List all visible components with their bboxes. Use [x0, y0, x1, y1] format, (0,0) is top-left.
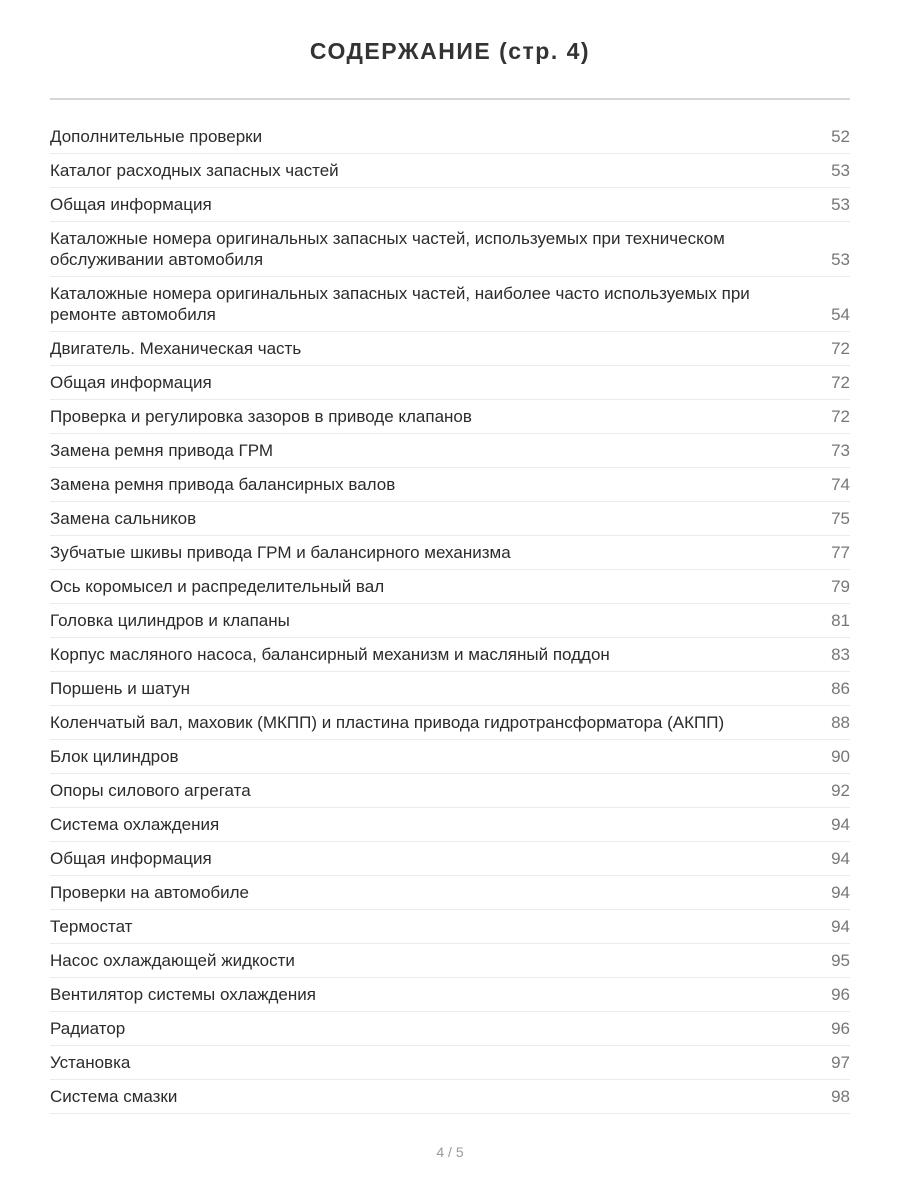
toc-entry-page: 95 [831, 951, 850, 970]
toc-entry-title: Общая информация [50, 373, 212, 392]
toc-entry[interactable] [50, 434, 850, 468]
toc-entry[interactable] [50, 1012, 850, 1046]
toc-entry[interactable] [50, 400, 850, 434]
toc-entry-page: 96 [831, 985, 850, 1004]
toc-entry-page: 98 [831, 1087, 850, 1106]
toc-entry[interactable] [50, 910, 850, 944]
toc-entry[interactable] [50, 570, 850, 604]
toc-entry-page: 72 [831, 373, 850, 392]
toc-entry[interactable] [50, 188, 850, 222]
toc-entry-title: Насос охлаждающей жидкости [50, 951, 295, 970]
toc-entry-page: 96 [831, 1019, 850, 1038]
toc-entry-title: Головка цилиндров и клапаны [50, 611, 290, 630]
toc-entry-title: Блок цилиндров [50, 747, 179, 766]
toc-entry-page: 72 [831, 407, 850, 426]
toc-entry[interactable] [50, 468, 850, 502]
toc-entry-page: 97 [831, 1053, 850, 1072]
toc-entry-title: Общая информация [50, 849, 212, 868]
toc-entry-title: Корпус масляного насоса, балансирный механизм и масляный поддон [50, 645, 610, 664]
toc-entry-title: Каталожные номера оригинальных запасных частей, наиболее часто используемых при ремонте автомобиля [50, 284, 750, 324]
toc-entry-title: Вентилятор системы охлаждения [50, 985, 316, 1004]
toc-entry[interactable] [50, 808, 850, 842]
toc-entry-page: 52 [831, 127, 850, 146]
toc-entry-page: 74 [831, 475, 850, 494]
toc-entry-page: 77 [831, 543, 850, 562]
toc-entry-title: Замена сальников [50, 509, 197, 528]
toc-entry[interactable] [50, 672, 850, 706]
toc-entry[interactable] [50, 706, 850, 740]
toc-entry[interactable] [50, 120, 850, 154]
toc-entry-page: 72 [831, 339, 850, 358]
toc-entry-page: 94 [831, 917, 850, 936]
toc-entry[interactable] [50, 332, 850, 366]
toc-entry[interactable] [50, 1080, 850, 1114]
toc-entry-page: 88 [831, 713, 850, 732]
toc-entry-page: 94 [831, 849, 850, 868]
toc-entry-title: Ось коромысел и распределительный вал [50, 577, 385, 596]
toc-entry[interactable] [50, 1046, 850, 1080]
toc-entry-title: Система смазки [50, 1087, 178, 1106]
toc-entry-title: Двигатель. Механическая часть [50, 339, 302, 358]
toc-entry[interactable] [50, 842, 850, 876]
toc-entry-page: 54 [831, 305, 850, 324]
page-number: 4 / 5 [436, 1144, 464, 1160]
toc-entry[interactable] [50, 774, 850, 808]
toc-entry[interactable] [50, 876, 850, 910]
toc-entry-title: Коленчатый вал, маховик (МКПП) и пластина привода гидротрансформатора (АКПП) [50, 713, 725, 732]
toc-entry-page: 92 [831, 781, 850, 800]
toc-entry-page: 83 [831, 645, 850, 664]
toc-entry-title: Проверки на автомобиле [50, 883, 250, 902]
toc-entry-title: Установка [50, 1053, 131, 1072]
page-title: СОДЕРЖАНИЕ (стр. 4) [309, 38, 591, 64]
toc-entry[interactable] [50, 154, 850, 188]
toc-entry-title: Дополнительные проверки [50, 127, 263, 146]
toc-entry-page: 53 [831, 161, 850, 180]
toc-entry-page: 86 [831, 679, 850, 698]
toc-entry-page: 94 [831, 883, 850, 902]
toc-entry-title: Термостат [50, 917, 133, 936]
toc-entry-title: Каталог расходных запасных частей [50, 161, 339, 180]
toc-entry-page: 73 [831, 441, 850, 460]
toc-entry[interactable] [50, 536, 850, 570]
toc-entry[interactable] [50, 502, 850, 536]
toc-entry[interactable] [50, 366, 850, 400]
toc-entry-title: Проверка и регулировка зазоров в приводе клапанов [50, 407, 472, 426]
toc-entry-title: Замена ремня привода балансирных валов [50, 475, 396, 494]
toc-entry-page: 53 [831, 250, 850, 269]
toc-entry-title: Общая информация [50, 195, 212, 214]
toc-entry[interactable] [50, 638, 850, 672]
toc-list [50, 120, 850, 1114]
toc-entry-page: 81 [831, 611, 850, 630]
toc-entry-page: 53 [831, 195, 850, 214]
toc-entry[interactable] [50, 740, 850, 774]
toc-entry-page: 79 [831, 577, 850, 596]
toc-entry[interactable] [50, 978, 850, 1012]
toc-entry-page: 94 [831, 815, 850, 834]
toc-entry-title: Поршень и шатун [50, 679, 190, 698]
title-divider [50, 98, 850, 100]
toc-entry[interactable] [50, 944, 850, 978]
toc-entry-title: Радиатор [50, 1019, 126, 1038]
toc-entry-page: 90 [831, 747, 850, 766]
toc-entry-title: Опоры силового агрегата [50, 781, 251, 800]
toc-entry[interactable] [50, 604, 850, 638]
toc-entry-title: Система охлаждения [50, 815, 220, 834]
toc-entry-title: Замена ремня привода ГРМ [50, 441, 274, 460]
toc-entry-title: Каталожные номера оригинальных запасных частей, используемых при техническом обслуживании автомобиля [50, 229, 725, 269]
toc-entry[interactable] [50, 222, 850, 277]
toc-entry-page: 75 [831, 509, 850, 528]
toc-entry[interactable] [50, 277, 850, 332]
toc-entry-title: Зубчатые шкивы привода ГРМ и балансирного механизма [50, 543, 511, 562]
